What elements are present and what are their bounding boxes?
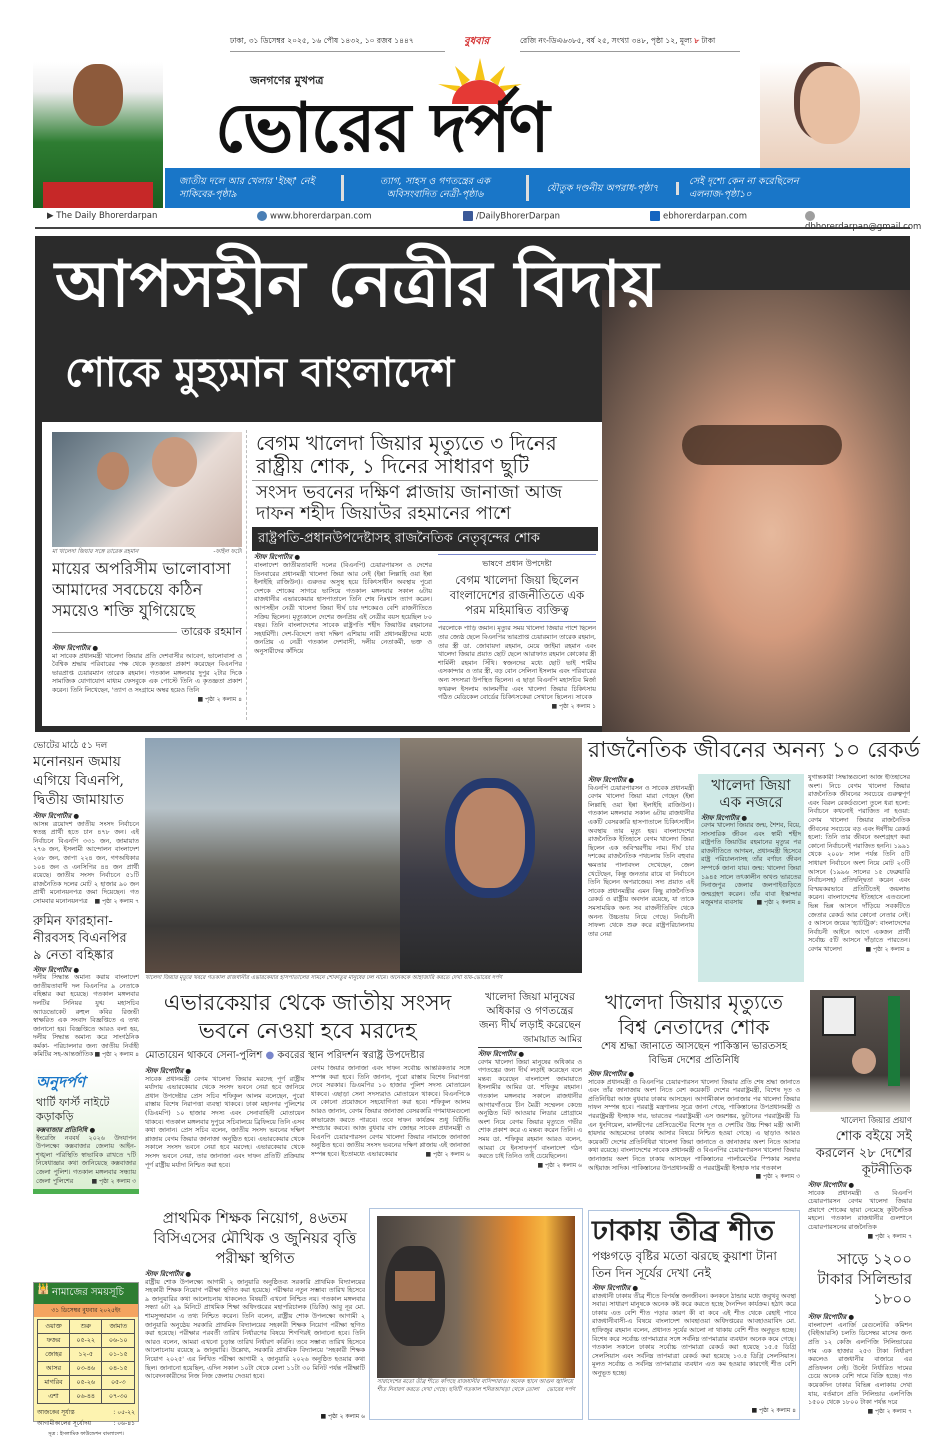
continue-link[interactable]: ■ পৃষ্ঠা ২ কলাম ৬ [320,1413,365,1420]
jamaat-headline: খালেদা জিয়া মানুষের অধিকার ও গণতন্ত্রের জন্য দীর্ঘ লড়াই করেছেন [479,991,581,1031]
masthead-title: ভোরের দর্পণ [215,88,548,168]
at-a-glance-box: খালেদা জিয়া এক নজরে স্টাফ রিপোর্টার ● বেগম খালেদা জিয়ার জন্ম, শৈশব, বিয়ে, সাংসারিক জীবন এবং স্বামী শহীদ রাষ্ট্রপতি জিয়াউর রহমানের মৃত্যুর পর রাজনীতিতে আগমন, প্রধানমন্ত্রী হিসেবে রাষ্ট্র পরিচালনাসহ তাঁর বর্ণাঢ্য জীবন সম্পর্কে জানা যায়। জন্ম: খালেদা জিয়া ১৯৪৫ সালে তৎকালীন অখণ্ড ভারতের দিনাজপুর জেলার জলপাইগুড়িতে জন্মগ্রহণ করেন। তাঁর বাবা ইস্কান্দার মজুমদার ব্যবসায় ■ পৃষ্ঠা ২ কলাম ৪ [698,774,804,982]
continue-link[interactable]: ■ পৃষ্ঠা ২ কলাম ৭ [867,1232,912,1240]
email-icon [805,211,815,221]
lead-subhead: শোকে মুহ্যমান বাংলাদেশ [65,349,455,396]
jamaat-story: খালেদা জিয়া মানুষের অধিকার ও গণতন্ত্রের জন্য দীর্ঘ লড়াই করেছেন জামায়াত আমির স্টাফ রিপোর্টার ● বেগম খালেদা জিয়া মানুষের অধিকার ও গণতন্ত্রের জন্য দীর্ঘ লড়াই করেছেন বলে মন্তব্য করেছেন বাংলাদেশ জামায়াতে ইসলামীর আমির ডা. শফিকুর রহমান। গতকাল মঙ্গলবার সকালে রাজধানীর আগারগাঁওয়ে চীন মৈত্রী সম্মেলন কেন্দ্রে অনুষ্ঠিত মিট আওয়ার লিডার প্রোগ্রামে অংশ নিয়ে বেগম জিয়ার মৃত্যুতে গভীর শোক প্রকাশ করে এ মন্তব্য করেন তিনি। এ সময় ডা. শফিকুর রহমান আরও বলেন, আমরা যে ইনসাফপূর্ণ বাংলাদেশ গঠন করতে চাই তিনিও তাই চেয়েছিলেন। ■ পৃষ্ঠা ২ কলাম ৬ [478,991,582,1169]
world-leaders-story: খালেদা জিয়ার মৃত্যুতে বিশ্ব নেতাদের শোক শেষ শ্রদ্ধা জানাতে আসছেন পাকিস্তান ভারতসহ বিভিন্ন দেশের প্রতিনিধি স্টাফ রিপোর্টার ● সাবেক প্রধানমন্ত্রী ও বিএনপির চেয়ারপারসন খালেদা জিয়ার প্রতি শেষ শ্রদ্ধা জানাতে এবং তাঁর জানাজায় অংশ নিতে বেশ কয়েকটি দেশের পররাষ্ট্রমন্ত্রী, বিশেষ দূত ও প্রতিনিধিরা আজ বুধবার ঢাকায় আসছেন। আগামীকাল জানাজার পর খালেদা জিয়ার দাফন সম্পন্ন হবে। পররাষ্ট্র মন্ত্রণালয় সূত্রে জানা গেছে, পাকিস্তানের উপপ্রধানমন্ত্রী ও পররাষ্ট্রমন্ত্রী ইসহাক দার, ভারতের পররাষ্ট্রমন্ত্রী এস জয়শঙ্কর, ভুটানের পররাষ্ট্রমন্ত্রী ডি এন ধুংগিয়েল, মালদ্বীপের প্রেসিডেন্টের বিশেষ দূত ও দেশটির উচ্চ শিক্ষা মন্ত্রী আলী হায়দার আহমেদের ঢাকায় আসার বিষয়ে নিশ্চিত হওয়া গেছে। এ ছাড়াও আরও কয়েকটি দেশের প্রতিনিধিরা খালেদা জিয়া জানাতে ও জানাজায় অংশ নিতে আসার কথা রয়েছে। বাংলাদেশের সাবেক প্রধানমন্ত্রী ও বিএনপির চেয়ারপারসন খালেদা জিয়ার জানাজায় অংশ নিতে ঢাকায় আসছেন পাকিস্তানের পার্লামেন্টের স্পিকার সরদার আইয়াজ সাদিক। পাকিস্তানের উপপ্রধানমন্ত্রী ও পররাষ্ট্রমন্ত্রী ইসহাক দার গতকাল ■ পৃষ্ঠা ২ কলাম ৩ [588,990,800,1181]
expel-story: রুমিন ফারহানা-নীরবসহ বিএনপির ৯ নেতা বহিষ্কার স্টাফ রিপোর্টার ● দলীয় সিদ্ধান্ত অমান্য করায় বাংলাদেশ জাতীয়তাবাদী দল বিএনপির ৯ নেতাকে বহিষ্কার করা হয়েছে। গতকাল মঙ্গলবার দলটির সিনিয়র যুগ্ম মহাসচিব অ্যাডভোকেট রুহুল কবির রিজভী স্বাক্ষরিত এক সংবাদ বিজ্ঞপ্তিতে এ তথ্য জানানো হয়। বিজ্ঞপ্তিতে আরও বলা হয়, দলীয় সিদ্ধান্ত অমান্য করে সাংগঠনিক কর্মকা- পরিচালনার জন্য জাতীয় নির্বাহী কমিটির সহ-আন্তর্জাতিক ■ পৃষ্ঠা ২ কলাম ৪ [33,913,139,1059]
records-col-1: স্টাফ রিপোর্টার ● বিএনপি চেয়ারপারসন ও সাবেক প্রধানমন্ত্রী বেগম খালেদা জিয়া মারা গেছেন (ইন্না লিল্লাহি ওয়া ইন্না ইলাইহি রাজিউন)। গতকাল মঙ্গলবার সকাল ৬টায় রাজধানীর একটি বেসরকারি হাসপাতালে চিকিৎসাধীন অবস্থায় তার মৃত্যু হয়। বাংলাদেশের রাজনৈতিক ইতিহাসে বেগম খালেদা জিয়া ছিলেন এক অবিস্মরণীয় নাম। দীর্ঘ চার দশকের রাজনৈতিক পথচলায় তিনি বহুবার ক্ষমতার পালাবদল দেখেছেন, জেল খেটেছেন, কিন্তু জনতার রায়ে বা নির্বাচনে তিনি ছিলেন অপরাজেয়। সদ্য প্রয়াত এই সাবেক প্রধানমন্ত্রীর এমন কিছু রাজনৈতিক রেকর্ড ও রাষ্ট্রীয় অবদান রয়েছে, যা তাকে সমসাময়িক অন্য সব রাজনীতিবিদ থেকে অনন্য উচ্চতায় নিয়ে গেছে। নির্বাচনী সাফল্য থেকে শুরু করে রাষ্ট্রপরিচালনায় তার নেয়া [588,776,694,938]
diplomat-headline: শোক বইয়ে সই করলেন ২৮ দেশের কূটনীতিক [815,1129,912,1178]
epaper-icon [650,211,660,221]
globe-icon [257,211,267,221]
lead-main-column [252,432,598,722]
lead-deck-3: রাষ্ট্রপতি-প্রধানউপদেষ্টাসহ রাজনৈতিক নেতৃবৃন্দের শোক [252,527,598,551]
records-headline: রাজনৈতিক জীবনের অনন্য ১০ রেকর্ড [588,738,920,763]
bullet-icon: ● [265,1050,275,1061]
teaser-bar [165,168,910,208]
weekday: বুধবার [464,36,490,47]
exam-headline: প্রাথমিক শিক্ষক নিয়োগ, ৪৬তম বিসিএসের মৌখিক ও জুনিয়র বৃত্তি পরীক্ষা স্থগিত [153,1209,357,1267]
diplomat-story: খালেদা জিয়ার প্রয়াণ শোক বইয়ে সই করলেন ২৮ দেশের কূটনীতিক স্টাফ রিপোর্টার ● সাবেক প্রধানমন্ত্রী ও বিএনপি চেয়ারপারসন বেগম খালেদা জিয়ার প্রয়াণে শোকের ছায়া নেমেছে কূটনৈতিক মহলে। গতকাল রাজধানীর গুলশানে চেয়ারপারসনের রাজনৈতিক ■ পৃষ্ঠা ২ কলাম ৭ [808,1116,912,1240]
play-icon: ▶ [47,211,57,221]
cold-deck: পঞ্চগড়ে বৃষ্টির মতো ঝরছে কুয়াশা টানা তিন দিন সূর্যের দেখা নেই [592,1249,777,1280]
date-line: ঢাকা, ৩১ ডিসেম্বর ২০২৫, ১৬ পৌষ ১৪৩২, ১০ রজব ১৪৪৭ [230,36,445,52]
teaser-4[interactable]: সেই দৃশ্যে কেন না করেছিলেন এলনাজ-পৃষ্ঠা১০ [689,176,799,200]
anudarpan-logo: অনুদর্পণ [36,1073,86,1092]
jamaat-byline: জামায়াত আমির [478,1032,582,1048]
quote-box [438,554,596,622]
continue-link[interactable]: ■ পৃষ্ঠা ২ কলাম ৭ [94,897,139,905]
tarique-khaleda-photo [52,432,242,547]
lead-story-col-1: স্টাফ রিপোর্টার ● বাংলাদেশ জাতীয়তাবাদী দলের (বিএনপি) চেয়ারপারসন ও দেশের তিনবারের প্রধানমন্ত্রী খালেদা জিয়া আর নেই (ইন্না লিল্লাহি ওয়া ইন্না ইলাইহি রাজিউন)। গুরুতর অসুস্থ হয়ে চিকিৎসাধীন অবস্থায় পুরো দেশকে শোকের সাগরে ভাসিয়ে গতকাল মঙ্গলবার সকাল ৬টায় রাজধানীর এভারকেয়ার হাসপাতালে তিনি শেষ নিঃশ্বাস ত্যাগ করেন। আপসহীন নেত্রী খালেদা জিয়া দীর্ঘ চার দশকেরও বেশি রাজনীতিতে সক্রিয় ছিলেন। মৃত্যুকালে দেশের জনপ্রিয় এই নেত্রীর বয়স হয়েছিল ৮০ বছর। তিনি বাংলাদেশের সাবেক রাষ্ট্রপতি শহীদ জিয়াউর রহমানের সহধর্মিণী। দেশ-বিদেশে তথা দক্ষিণ এশিয়ায় নারী প্রধানমন্ত্রীদের মধ্যে জনপ্রিয় এ নেত্রী গতকাল দেশবাসী, দলীয় নেতাকর্মী, ভক্ত ও অনুসারীদের কাঁদিয়ে [254,553,432,655]
table-row: এশা ০৬-৪৪ ০৭-৩০ [38,1390,135,1404]
epaper-link[interactable]: ebhorerdarpan.com [663,211,748,222]
anudarpan-box: অনুদর্পণ থার্টি ফার্স্ট নাইটে কড়াকড়ি কক্সবাজার প্রতিনিধি ● ইংরেজি নববর্ষ ২০২৬ উদযাপন উপলক্ষ্যে কক্সবাজার জেলায় আইন-শৃঙ্খলা পরিস্থিতি স্বাভাবিক রাখতে ৭টি নিষেধাজ্ঞার কথা জানিয়েছে কক্সবাজার জেলা পুলিশ। গতকাল মঙ্গলবার সন্ধ্যায় জেলা পুলিশের ■ পৃষ্ঠা ২ কলাম ৩ [33,1068,139,1194]
prayer-title: 🕌 নামাজের সময়সূচি [34,1283,138,1304]
right-bottom-column [808,1114,912,1420]
crowd-photo-caption: খালেদা জিয়ার মৃত্যুর খবরে গতকাল রাজধানীর এভারকেয়ার হাসপাতালের সামনে শোকাতুর মানুষের ঢল নামে। অনেককে আহাজারি করতে দেখা যায়-ভোরের দর্পণ [145,975,503,981]
glance-headline: খালেদা জিয়া এক নজরে [711,776,791,812]
vote-kicker: ভোটের মাঠে ৫১ দল [33,741,108,751]
continue-link[interactable]: ■ পৃষ্ঠা ২ কলাম ৩ [91,1177,136,1185]
exam-story: প্রাথমিক শিক্ষক নিয়োগ, ৪৬তম বিসিএসের মৌখিক ও জুনিয়র বৃত্তি পরীক্ষা স্থগিত স্টাফ রিপোর্টার ● রাষ্ট্রীয় শোক উপলক্ষ্যে আগামী ২ জানুয়ারি অনুষ্ঠিতব্য সরকারি প্রাথমিক বিদ্যালয়ের সহকারী শিক্ষক নিয়োগ পরীক্ষা স্থগিত করা হয়েছে। পরীক্ষার নতুন সম্ভাব্য তারিখ হিসেবে ৯ জানুয়ারির কথা আলোচনায় থাকলেও বিষয়টি এখনো নিশ্চিত নয়। গতকাল মঙ্গলবার সন্ধ্যা ৬টা ২৯ মিনিটে প্রাথমিক শিক্ষা অধিদপ্তরের মহাপরিচালক (ডিজি) আবু নূর মো. শামসুজ্জামান এ তথ্য নিশ্চিত করেন। তিনি বলেন, রাষ্ট্রীয় শোক উপলক্ষ্যে আগামী ২ জানুয়ারি অনুষ্ঠেয় সরকারি প্রাথমিক বিদ্যালয়ের সহকারী শিক্ষক নিয়োগ পরীক্ষা স্থগিত করা হয়েছে। পরীক্ষার পরবর্তী তারিখ নির্ধারণের বিষয়ে শিগগিরই জানানো হবে। তিনি আরও বলেন, আমরা এখনো চূড়ান্ত তারিখ নির্ধারণ করিনি। তবে সম্ভাব্য তারিখ হিসেবে আলোচনায় রয়েছে ৯ জানুয়ারি। উল্লেখ্য, সরকারি প্রাথমিক বিদ্যালয়ে 'সহকারী শিক্ষক নিয়োগ ২০২৫' এর লিখিত পরীক্ষা আগামী ২ জানুয়ারি ২০২৬ অনুষ্ঠিত হওয়ার কথা ছিল। জানানো হয়েছিল, এদিন সকাল ১০টা থেকে বেলা ১১টা ৩০ মিনিট পর্যন্ত পরীক্ষাটি আবেদনকারীদের নিজ নিজ জেলায় দেওয়া হবে। ■ পৃষ্ঠা ২ কলাম ৬ [145,1209,365,1420]
photo-credit: -ফাইল ফটো [213,549,242,555]
continue-link[interactable]: ■ পৃষ্ঠা ২ কলাম ১ [551,702,596,710]
mosque-icon: 🕌 [37,1284,50,1295]
hospital-crowd-photo [145,738,400,973]
teaser-2[interactable]: ত্যাগ, সাহস ও গণতন্ত্রের এক অবিসংবাদিত নেত্রী-পৃষ্ঠা৬ [344,175,529,201]
lead-story-col-2: পরলোকে পাড়ি জমান। মৃত্যুর সময় খালেদা জিয়ার পাশে ছিলেন তার জ্যেষ্ঠ ছেলে বিএনপির ভারপ্রাপ্ত চেয়ারম্যান তারেক রহমান, তার স্ত্রী ডা. জোবায়দা রহমান, মেয়ে জাইমা রহমান এবং খালেদা জিয়ার প্রয়াত ছোট ছেলে আরাফাত রহমান কোকোর স্ত্রী শার্মিলী রহমান সিঁথি। স্বজনদের মধ্যে ছোট ভাই শামীম এসকান্দার ও তার স্ত্রী, বড় বোন সেলিনা ইসলাম এবং পরিবারের অন্য সদস্যরা উপস্থিত ছিলেন। এ ছাড়া বিএনপি মহাসচিব মির্জা ফখরুল ইসলাম আলমগীর এবং খালেদা জিয়ার চিকিৎসায় গঠিত মেডিকেল বোর্ডের চিকিৎসকেরা সেখানে ছিলেন। সাবেক ■ পৃষ্ঠা ২ কলাম ১ [438,625,596,710]
continue-link[interactable]: ■ পৃষ্ঠা ২ কলাম ৪ [94,1051,139,1059]
lead-headline: আপসহীন নেত্রীর বিদায় [55,247,659,322]
photo-caption: মা খালেদা জিয়ার সঙ্গে তারেক রহমান [52,549,139,555]
cricketer-photo [33,62,163,208]
khaleda-zia-portrait [602,290,910,732]
warming-by-fire-photo [377,1216,575,1378]
cold-headline: ঢাকায় তীব্র শীত [592,1214,775,1247]
date-bar [220,34,740,50]
expel-headline: রুমিন ফারহানা-নীরবসহ বিএনপির ৯ নেতা বহিষ্কার [33,913,127,963]
fire-photo-box [369,1208,583,1420]
condolence-book-photo [810,990,910,1112]
table-row: জোহর ১২-৫ ০১-১৫ [38,1348,135,1362]
body-headline: এভারকেয়ার থেকে জাতীয় সংসদ ভবনে নেওয়া হবে মরদেহ [163,991,452,1044]
continue-link[interactable]: ■ পৃষ্ঠা ২ কলাম ৬ [425,1150,470,1158]
anudarpan-headline: থার্টি ফার্স্ট নাইটে কড়াকড়ি [36,1096,110,1124]
continue-link[interactable]: ■ পৃষ্ঠা ২ কলাম ৪ [197,695,242,703]
lead-deck-2: সংসদ ভবনের দক্ষিণ প্লাজায় জানাজা আজ দাফন শহীদ জিয়াউর রহমানের পাশে [256,482,563,524]
continue-link[interactable]: ■ পৃষ্ঠা ২ কলাম ৭ [867,1407,912,1415]
lpg-story: সাড়ে ১২০০ টাকার সিলিন্ডার ১৮০০ স্টাফ রিপোর্টার ● বাংলাদেশ এনার্জি রেগুলেটরি কমিশন (বিইআরসি) চলতি ডিসেম্বর মাসের জন্য প্রতি ১২ কেজি এলপিজি সিলিন্ডারের দাম এক হাজার ২৫৩ টাকা নির্ধারণ করলেও রাজধানীর বাজারে এর প্রতিফলন নেই। উল্টো নির্ধারিত দামের চেয়ে অনেক বেশি দামে বিক্রি হচ্ছে। গত কয়েকদিন ঢাকার বিভিন্ন এলাকায় দেখা যায়, বর্তমানে প্রতি সিলিন্ডার এলপিজি ১৫০০ থেকে ১৮০০ টাকা পর্যন্ত দরে ■ পৃষ্ঠা ২ কলাম ৭ [808,1250,912,1415]
table-row: ফজর ০৫-২২ ০৬-১০ [38,1334,135,1348]
fire-photo-caption: সারাদেশের মতো তীব্র শীতে কাঁপছে রাজধানীর বাসিন্দারাও। অনেক স্থানে আগুন জ্বালিয়ে শীত নিবারণ করতে দেখা গেছে। ছবিটি গতকাল শনিরআখড়া থেকে তোলা ভোরের দর্পণ [377,1379,575,1393]
world-headline: খালেদা জিয়ার মৃত্যুতে বিশ্ব নেতাদের শোক [604,990,784,1039]
links-bar [35,211,922,232]
prayer-times-box: 🕌 নামাজের সময়সূচি ৩১ ডিসেম্বর বুধবার ২০২৫ইং ওয়াক্ত শুরু জামাত ফজর ০৫-২২ ০৬-১০ জোহর ১২-৫ ০১-১৫ আসর ০৩-৪৬ ০৪-১৫ মাগরিব ০৫-২৬ ০৫-৩ এশা ০৬-৪৪ ০৭-৩০ আজকের সূর্যাস্ত : ০৫-২২ আগামীকালের সূর্যোদয় : ০৬-৪১ সূত্র : ইসলামিক ফাউন্ডেশন বাংলাদেশ। [33,1282,139,1422]
tarique-column [52,432,242,722]
facebook-link[interactable]: /DailyBhorerDarpan [476,211,561,222]
masthead-tagline: জনগণের মুখপত্র [250,74,324,87]
teaser-1[interactable]: জাতীয় দলে আর খেলার 'ইচ্ছা' নেই সাকিবের-পৃষ্ঠা৯ [169,175,344,201]
table-row: মাগরিব ০৫-২৬ ০৫-৩ [38,1376,135,1390]
vote-headline: মনোনয়ন জমায় এগিয়ে বিএনপি, দ্বিতীয় জামায়াত [33,754,124,808]
continue-link[interactable]: ■ পৃষ্ঠা ২ কলাম ৪ [756,899,801,907]
left-column [33,738,139,1276]
tarique-headline: মায়ের অপরিসীম ভালোবাসা আমাদের সবচেয়ে কঠিন সময়েও শক্তি যুগিয়েছে [52,559,231,620]
body-deck: মোতায়েন থাকবে সেনা-পুলিশ ● কবরের স্থান পরিদর্শন স্বরাষ্ট্র উপদেষ্টার [145,1050,425,1061]
tarique-byline: তারেক রহমান [181,625,242,638]
world-deck: শেষ শ্রদ্ধা জানাতে আসছেন পাকিস্তান ভারতসহ বিভিন্ন দেশের প্রতিনিধি [600,1041,788,1066]
vote-story: ভোটের মাঠে ৫১ দল মনোনয়ন জমায় এগিয়ে বিএনপি, দ্বিতীয় জামায়াত স্টাফ রিপোর্টার ● আসন্ন ত্রয়োদশ জাতীয় সংসদ নির্বাচনে স্বতন্ত্র প্রার্থী হতে চান ৪৭৮ জন। এই নির্বাচনে বিএনপি ৩৩১ জন, জামায়াত ২৭৬ জন, ইসলামী আন্দোলন বাংলাদেশ ২৬৮ জন, জাপা ২২৪ জন, গণঅধিকার ১০৪ জন ও এনসিপির ৪৪ জন প্রার্থী রয়েছে। জাতীয় সংসদ নির্বাচনে ৫১টি রাজনৈতিক দলের মোট ২ হাজার ৯০ জন প্রার্থী মনোনয়নপত্র জমা দিয়েছেন। গত সোমবার মনোনয়নপত্র ■ পৃষ্ঠা ২ কলাম ৭ [33,738,139,907]
facebook-icon [463,211,473,221]
teaser-3[interactable]: যৌতুক দণ্ডনীয় অপরাধ-পৃষ্ঠা৭ [529,182,679,195]
continue-link[interactable]: ■ পৃষ্ঠা ২ কলাম ৬ [537,1161,582,1169]
registration-line: রেজি নং-ডিএ৬৩৮৫, বর্ষ ২৫, সংখ্যা ৩৪৮, পৃষ্ঠা ১২, মূল্য ৮ টাকা [520,36,740,52]
records-story [588,738,920,763]
lpg-headline: সাড়ে ১২০০ টাকার সিলিন্ডার ১৮০০ [817,1250,912,1309]
website-link[interactable]: www.bhorerdarpan.com [270,211,372,222]
continue-link[interactable]: ■ পৃষ্ঠা ২ কলাম ৪ [865,945,910,953]
quote-text: বেগম খালেদা জিয়া ছিলেন বাংলাদেশের রাজনীতিতে এক পরম মহিমান্বিত ব্যক্তিত্ব [449,573,585,618]
prayer-date: ৩১ ডিসেম্বর বুধবার ২০২৫ইং [34,1304,138,1317]
cold-story-box: ঢাকায় তীব্র শীত পঞ্চগড়ে বৃষ্টির মতো ঝরছে কুয়াশা টানা তিন দিন সূর্যের দেখা নেই স্টাফ রিপোর্টার ● রাজধানী ঢাকায় তীব্র শীতে বিপর্যস্ত জনজীবন। কনকনে ঠান্ডার মধ্যে জবুথবু অবস্থা সবার। সাধারণ মানুষকে অনেক কষ্ট করে করতে হচ্ছে দৈনন্দিন কার্যক্রম। হঠাৎ করে ঢাকায় এত বেশি শীত পড়ার কারণ কী বা কবে এই শীত থেকে রেহাই পাবে রাজধানীবাসী-এ বিষয়ে বাংলাদেশ আবহাওয়া অধিদপ্তরের আবহাওয়াবিদ মো. হাফিজুর রহমান বলেন, প্রধানত সূর্যের আলো না থাকায় বেশি শীত অনুভূত হচ্ছে। বিশেষ করে সর্বোচ্চ তাপমাত্রার সঙ্গে সর্বনিম্ন তাপমাত্রার ব্যবধান অনেক কমে গেছে। গতকাল সকালে ঢাকায় সর্বোচ্চ তাপমাত্রা রেকর্ড করা হয়েছে ১৫.৫ ডিগ্রি সেলসিয়াস এবং সর্বনিম্ন তাপমাত্রা রেকর্ড করা হয়েছে ১৩.৫ ডিগ্রি সেলসিয়াস। মূলত সর্বোচ্চ ও সর্বনিম্ন তাপমাত্রার ব্যবধান এত কম হওয়ার কারণেই শীত বেশি অনুভূত হচ্ছে। ■ পৃষ্ঠা ২ কলাম ৪ [588,1210,800,1420]
body-transfer-story: এভারকেয়ার থেকে জাতীয় সংসদ ভবনে নেওয়া হবে মরদেহ মোতায়েন থাকবে সেনা-পুলিশ ● কবরের স্থান পরিদর্শন স্বরাষ্ট্র উপদেষ্টার স্টাফ রিপোর্টার ● সাবেক প্রধানমন্ত্রী বেগম খালেদা জিয়ার মরদেহ পূর্ণ রাষ্ট্রীয় মর্যাদায় এভারকেয়ার থেকে সংসদ ভবনে নেয়া হবে জানিয়ে প্রধান উপদেষ্টার প্রেস সচিব শফিকুল আলম বলেছেন, পুরো রাস্তায় বিশেষ নিরাপত্তা ব্যবস্থা থাকবে। ঢাকা মহানগর পুলিশের (ডিএমপি) ১০ হাজার সদস্য এবং সেনাবাহিনী মোতায়েন থাকবে। গতকাল মঙ্গলবার দুপুরে সচিবালয়ে ব্রিফিংয়ে তিনি এসব কথা জানান। প্রেস সচিব বলেন, জাতীয় সংসদ ভবনের দক্ষিণ প্লাজায় বেগম জিয়ার জানাজা অনুষ্ঠিত হবে। এভারকেয়ার থেকে সকালে সংসদ ভবনে নেয়া হবে মরদেহ। এভারকেয়ার থেকে সংসদ ভবনে নেয়া, তার জানাজা এবং দাফন প্রতিটি প্রক্রিয়ায় পূর্ণ রাষ্ট্রীয় মর্যাদা নিশ্চিত করা হবে। বেগম জিয়ার জানাজা এবং দাফন সর্বোচ্চ আন্তরিকতার সঙ্গে সম্পন্ন করা হবে। তিনি জানান, পুরো রাস্তায় বিশেষ নিরাপত্তা দেবে সরকার। ডিএমপির ১০ হাজার পুলিশ সদস্য মোতায়েন থাকবে। এছাড়া সেনা সদস্যরাও মোতায়েন থাকবে। বিএনপিকে যে কোনো প্রয়োজনে সহযোগিতা করা হবে। শফিকুল আলম আরও জানান, বেগম জিয়ার জানাজা বেসরকারি গণমাধ্যমগুলো কাভারেজ করতে পারবে। তবে দাফন কার্যক্রম শুধু বিটিভি সম্প্রচার করবে। আজ বুধবার বাদ জোহর সাবেক প্রধানমন্ত্রী ও বিএনপি চেয়ারপারসন বেগম খালেদা জিয়ার নামাজে জানাজা অনুষ্ঠিত হবে। জাতীয় সংসদ ভবনের দক্ষিণ প্লাজায় এই জানাজা সম্পন্ন হবে। ইতোমধ্যে এভারকেয়ার ■ পৃষ্ঠা ২ কলাম ৬ [145,991,470,1169]
table-row: আসর ০৩-৪৬ ০৪-১৫ [38,1362,135,1376]
email-link[interactable]: dbhorerdarpan@gmail.com [805,221,922,232]
records-col-2: যুগান্তকারী সিদ্ধান্তগুলো আজ ইতিহাসের অংশ। নিচে বেগম খালেদা জিয়ার রাজনৈতিক জীবনের সবচেয়ে গুরুত্বপূর্ণ এবং বিরল রেকর্ডগুলো তুলে ধরা হলো: নির্বাচনে কখনোই পরাজিত না হওয়া: বেগম খালেদা জিয়ার রাজনৈতিক জীবনের সবচেয়ে বড় এবং ঈর্ষণীয় রেকর্ড হলো: তিনি তার জীবনে অংশগ্রহণ করা কোনো নির্বাচনেই পরাজিত হননি। ১৯৯১ থেকে ২০০৮ সাল পর্যন্ত তিনি ৫টি সাধারণ নির্বাচনে অংশ নিয়ে মোট ২৩টি আসনে (১৯৯৬ সালের ১৫ ফেব্রুয়ারি নির্বাচনসহ) প্রতিদ্বন্দ্বিতা করেন এবং বিস্ময়করভাবে প্রতিটিতেই জয়লাভ করেন। বাংলাদেশের ইতিহাসে এতগুলো ভিন্ন ভিন্ন আসনে দাঁড়িয়ে সবকটিতে জেতার রেকর্ড আর কোনো নেতার নেই। ৫ আসনে জয়ের 'হ্যাটট্রিক': বাংলাদেশের নির্বাচনী আইনে আগে একজন প্রার্থী সর্বোচ্চ ৫টি আসনে দাঁড়াতে পারতেন। বেগম খালেদা ■ পৃষ্ঠা ২ কলাম ৪ [808,774,910,953]
lead-deck-1: বেগম খালেদা জিয়ার মৃত্যুতে ৩ দিনের রাষ্ট্রীয় শোক, ১ দিনের সাধারণ ছুটি [256,432,557,478]
continue-link[interactable]: ■ পৃষ্ঠা ২ কলাম ৪ [751,1407,796,1414]
diplomat-kicker: খালেদা জিয়ার প্রয়াণ [840,1116,912,1126]
prayer-table: ওয়াক্ত শুরু জামাত ফজর ০৫-২২ ০৬-১০ জোহর ১২-৫ ০১-১৫ আসর ০৩-৪৬ ০৪-১৫ মাগরিব ০৫-২৬ ০৫-৩ এশা ০৬-৪৪ ০৭-৩০ [37,1319,135,1404]
quote-label: ভাষণে প্রধান উপদেষ্টা [482,559,552,569]
tarique-story: স্টাফ রিপোর্টার ● মা সাবেক প্রধানমন্ত্রী খালেদা জিয়ার প্রতি দেশবাসীর আবেগ, ভালোবাসা ও বৈশ্বিক শ্রদ্ধায় পরিবারের পক্ষ থেকে কৃতজ্ঞতা প্রকাশ করেছেন বিএনপির ভারপ্রাপ্ত চেয়ারম্যান তারেক রহমান। গতকাল মঙ্গলবার দুপুর ২টার দিকে সামাজিক যোগাযোগ মাধ্যম ফেসবুকে এক পোস্টে তিনি এ কৃতজ্ঞতা প্রকাশ করেন। তিনি লিখেছেন, 'ত্যাগ ও সংগ্রামে অম্বর হয়েও তিনি ■ পৃষ্ঠা ২ কলাম ৪ [52,644,242,703]
crying-woman-photo [400,738,582,973]
continue-link[interactable]: ■ পৃষ্ঠা ২ কলাম ৩ [755,1173,800,1181]
brand-link[interactable]: The Daily Bhorerdarpan [56,211,158,221]
